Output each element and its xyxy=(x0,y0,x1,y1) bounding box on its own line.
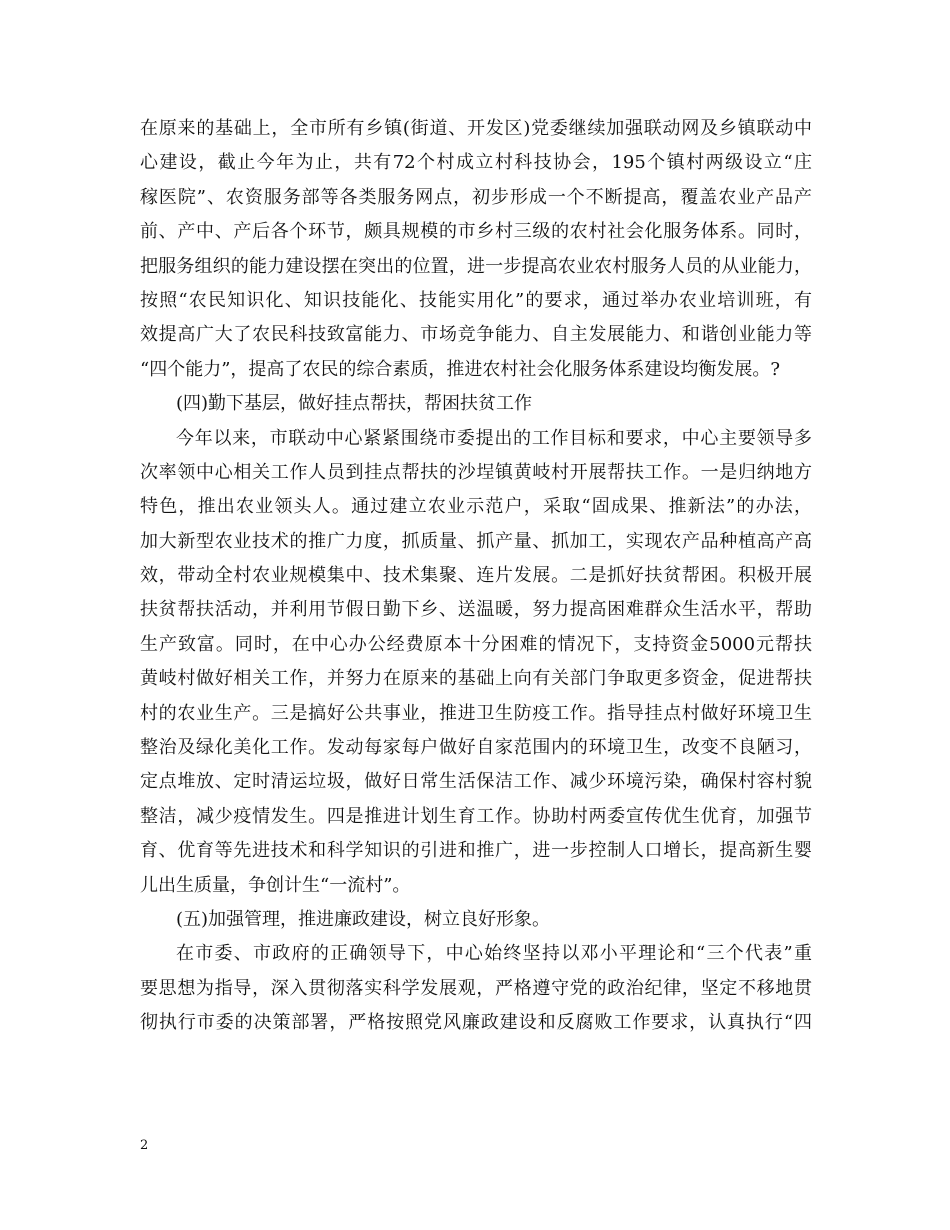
document-body xyxy=(140,112,812,1041)
text-line: 要思想为指导，深入贯彻落实科学发展观，严格遵守党的政治纪律，坚定不移地贯 xyxy=(140,977,812,999)
text-line: 在市委、市政府的正确领导下，中心始终坚持以邓小平理论和“三个代表”重 xyxy=(176,943,812,965)
section-heading: (五)加强管理，推进廉政建设，树立良好形象。 xyxy=(176,908,551,930)
text-line: 彻执行市委的决策部署，严格按照党风廉政建设和反腐败工作要求，认真执行“四 xyxy=(140,1012,812,1034)
text-line: 在原来的基础上，全市所有乡镇(街道、开发区)党委继续加强联动网及乡镇联动中 xyxy=(140,118,812,139)
text-line: 效提高广大了农民科技致富能力、市场竞争能力、自主发展能力、和谐创业能力等 xyxy=(140,324,812,346)
text-line: 加大新型农业技术的推广力度，抓质量、抓产量、抓加工，实现农产品种植高产高 xyxy=(140,530,812,552)
text-line: 心建设，截止今年为止，共有72个村成立村科技协会，195个镇村两级设立“庄 xyxy=(140,152,812,174)
text-line: 效，带动全村农业规模集中、技术集聚、连片发展。二是抓好扶贫帮困。积极开展 xyxy=(140,565,812,587)
text-line: 特色，推出农业领头人。通过建立农业示范户，采取“固成果、推新法”的办法， xyxy=(140,496,812,518)
text-line: 黄岐村做好相关工作，并努力在原来的基础上向有关部门争取更多资金，促进帮扶 xyxy=(140,668,812,690)
text-line: 村的农业生产。三是搞好公共事业，推进卫生防疫工作。指导挂点村做好环境卫生 xyxy=(140,702,812,724)
text-line: 把服务组织的能力建设摆在突出的位置，进一步提高农业农村服务人员的从业能力， xyxy=(140,255,812,277)
text-line: 整治及绿化美化工作。发动每家每户做好自家范围内的环境卫生，改变不良陋习， xyxy=(140,737,812,759)
text-line: 今年以来，市联动中心紧紧围绕市委提出的工作目标和要求，中心主要领导多 xyxy=(176,427,812,449)
text-line: 前、产中、产后各个环节，颇具规模的市乡村三级的农村社会化服务体系。同时， xyxy=(140,221,812,243)
text-line: 次率领中心相关工作人员到挂点帮扶的沙埕镇黄岐村开展帮扶工作。一是归纳地方 xyxy=(140,461,812,483)
text-line: 扶贫帮扶活动，并利用节假日勤下乡、送温暖，努力提高困难群众生活水平，帮助 xyxy=(140,599,812,621)
text-line: 生产致富。同时，在中心办公经费原本十分困难的情况下，支持资金5000元帮扶 xyxy=(140,633,812,655)
text-line: 育、优育等先进技术和科学知识的引进和推广，进一步控制人口增长，提高新生婴 xyxy=(140,840,812,862)
text-line: 稼医院”、农资服务部等各类服务网点，初步形成一个不断提高，覆盖农业产品产 xyxy=(140,186,812,208)
text-line: 按照“农民知识化、知识技能化、技能实用化”的要求，通过举办农业培训班，有 xyxy=(140,289,812,311)
section-heading: (四)勤下基层，做好挂点帮扶，帮困扶贫工作 xyxy=(176,393,533,415)
text-line: 儿出生质量，争创计生“一流村”。 xyxy=(140,874,411,896)
page-number: 2 xyxy=(140,1138,149,1153)
text-line: 整洁，减少疫情发生。四是推进计划生育工作。协助村两委宣传优生优育，加强节 xyxy=(140,805,812,827)
text-line: “四个能力”，提高了农民的综合素质，推进农村社会化服务体系建设均衡发展。? xyxy=(140,358,781,380)
text-line: 定点堆放、定时清运垃圾，做好日常生活保洁工作、减少环境污染，确保村容村貌 xyxy=(140,771,812,793)
